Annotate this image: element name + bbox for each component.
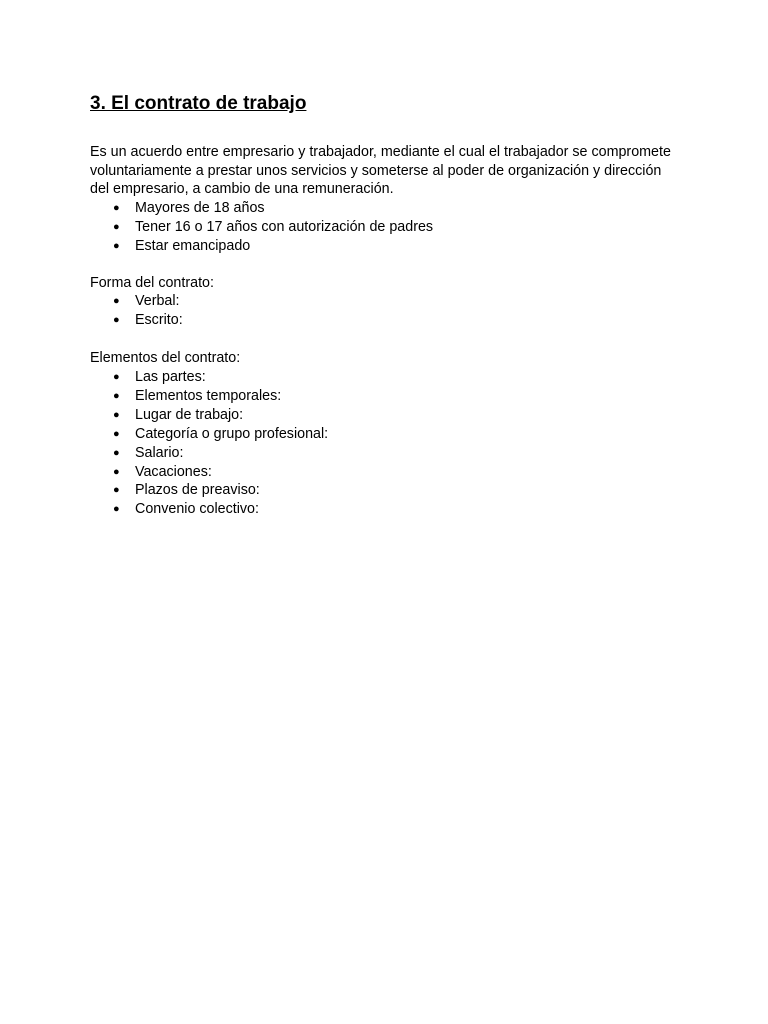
bullet-icon: ● (113, 295, 120, 307)
bullet-icon: ● (113, 503, 120, 516)
list-item: ● Categoría o grupo profesional: (113, 425, 329, 442)
list-item: ● Vacaciones: (113, 463, 212, 480)
forma-heading: Forma del contrato: (90, 275, 214, 291)
bullet-icon: ● (113, 408, 120, 421)
list-item: ● Estar emancipado (113, 237, 251, 254)
bullet-icon: ● (113, 220, 120, 233)
bullet-icon: ● (113, 371, 120, 383)
document-page (90, 0, 690, 1024)
bullet-icon: ● (113, 313, 120, 326)
list-item: ● Las partes: (113, 369, 206, 385)
bullet-icon: ● (113, 389, 120, 402)
list-item: ● Elementos temporales: (113, 387, 282, 404)
bullet-icon: ● (113, 484, 120, 497)
bullet-icon: ● (113, 202, 120, 214)
list-item: ● Lugar de trabajo: (113, 406, 244, 423)
bullet-icon: ● (113, 446, 120, 459)
elementos-list (90, 368, 328, 519)
list-item: ● Convenio colectivo: (113, 501, 259, 518)
bullet-icon: ● (113, 465, 120, 478)
list-item: ● Verbal: (113, 293, 180, 309)
list-item: ● Escrito: (113, 311, 183, 328)
elementos-heading: Elementos del contrato: (90, 350, 241, 366)
list-item: ● Salario: (113, 444, 184, 461)
page-title: 3. El contrato de trabajo (90, 93, 307, 114)
list-item: ● Tener 16 o 17 años con autorización de padres (113, 218, 434, 235)
intro-paragraph: Es un acuerdo entre empresario y trabajador, mediante el cual el trabajador se compromete voluntariamente a prestar unos servicios y someterse al poder de organización y dirección del empresario, a cambio de una remuneración. (90, 144, 671, 198)
list-item: ● Mayores de 18 años (113, 200, 265, 216)
bullet-icon: ● (113, 427, 120, 440)
bullet-icon: ● (113, 239, 120, 252)
requirements-list (90, 199, 433, 256)
list-item: ● Plazos de preaviso: (113, 482, 260, 499)
forma-list (90, 292, 183, 330)
